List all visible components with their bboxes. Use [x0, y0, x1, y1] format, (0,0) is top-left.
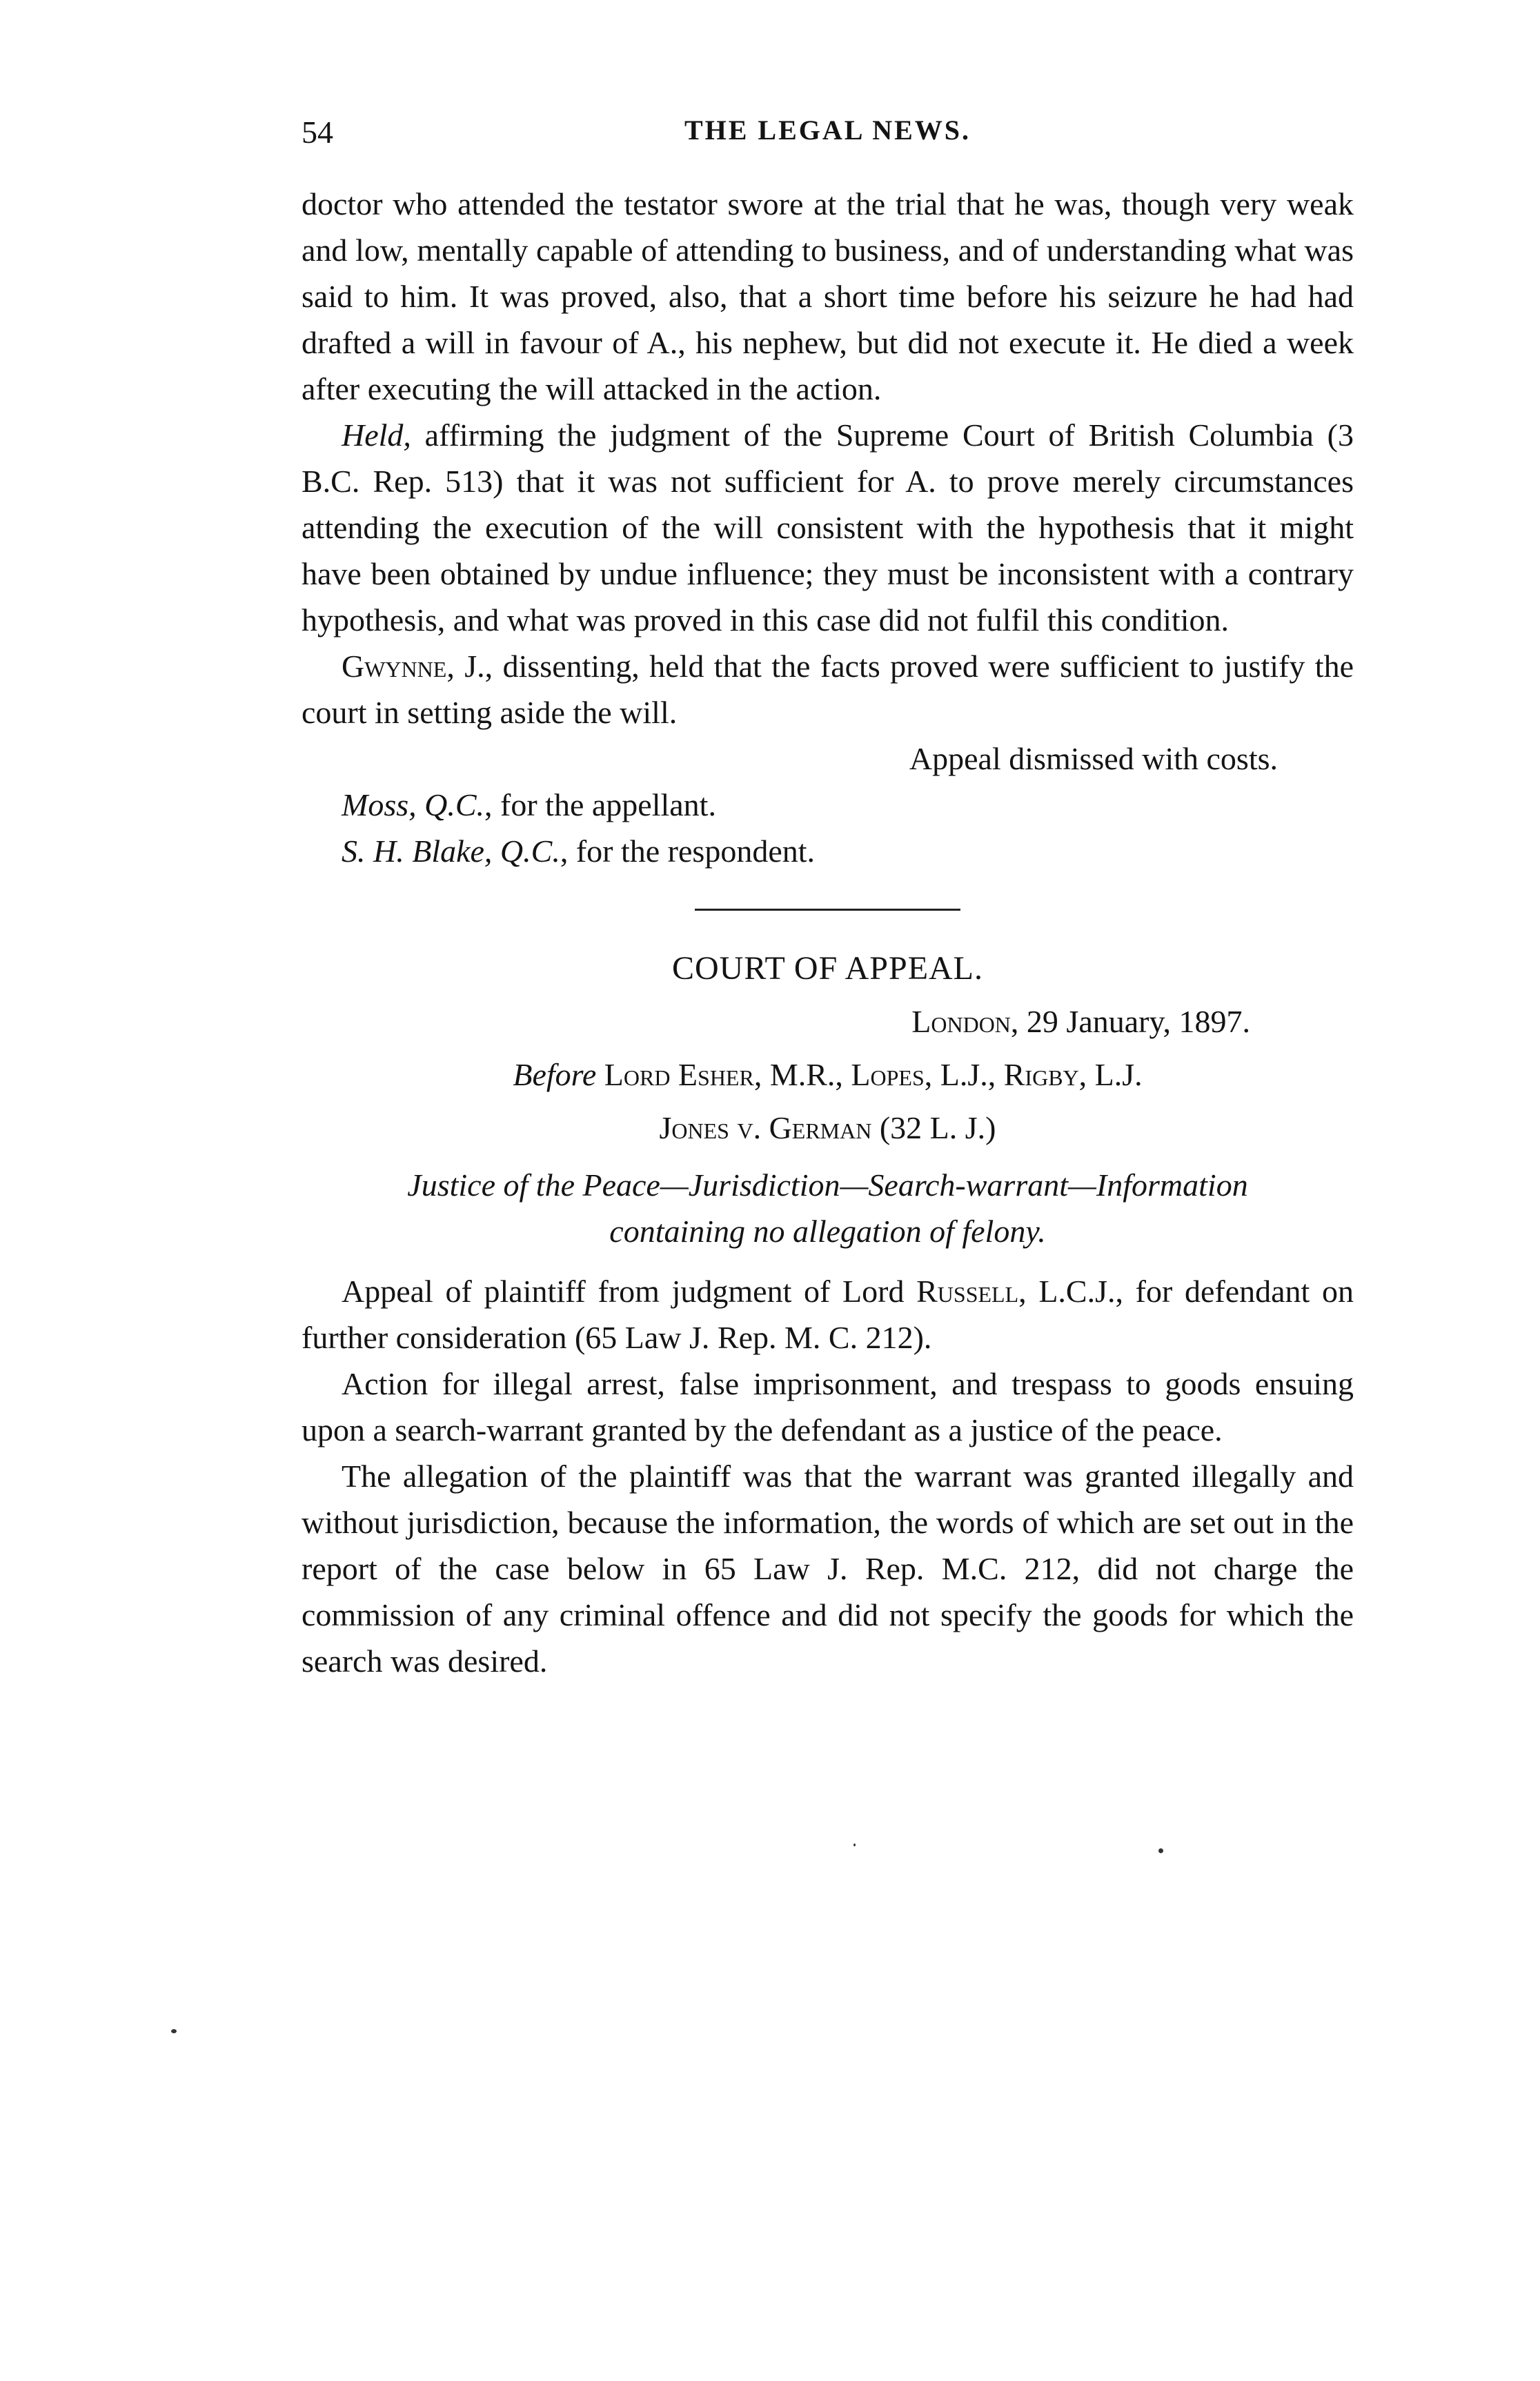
date: , 29 January, 1897. [1010, 1004, 1250, 1039]
bench-judges: Lord Esher, M.R., Lopes, L.J., Rigby, L.J. [604, 1057, 1143, 1092]
held-paragraph [302, 412, 1354, 643]
place-date-line [302, 998, 1354, 1045]
appeal-text-a: Appeal of plaintiff from judgment of Lord [342, 1274, 917, 1309]
continuation-paragraph: doctor who attended the testator swore at the trial that he was, though very weak and low, mentally capable of attending to business, and of understanding what was said to him. It was proved, also, that a short time before his seizure he had had drafted a will in favour of A., his nephew, but did not execute it. He died a week after executing the will attacked in the action. [302, 186, 1354, 406]
running-head: THE LEGAL NEWS. [684, 115, 971, 146]
body-text [302, 181, 1354, 1684]
held-text: affirming the judgment of the Supreme Court of British Columbia (3 B.C. Rep. 513) that it was not sufficient for A. to prove merely circumstances attending the execution of the will consistent with the hypothesis that it might have been obtained by undue influence; they must be inconsistent with a contrary hypothesis, and what was proved in this case did not fulfil this condition. [302, 417, 1354, 638]
headnote-line-2: containing no allegation of felony. [609, 1214, 1046, 1249]
page-number: 54 [302, 115, 333, 150]
counsel-respondent [302, 828, 1354, 874]
scan-speck [853, 1844, 856, 1846]
counsel-appellant [302, 782, 1354, 828]
appeal-judge-name: Russell [916, 1274, 1019, 1309]
bench-line [302, 1051, 1354, 1098]
scan-speck [171, 2029, 177, 2033]
page-header [302, 114, 1354, 162]
allegation-paragraph: The allegation of the plaintiff was that the warrant was granted illegally and without jurisdiction, because the information, the words of which are set out in the report of the case below in 65 Law J. Rep. M.C. 212, did not charge the commission of any criminal offence and did not specify the goods for which the search was desired. [302, 1459, 1354, 1679]
place: London [911, 1004, 1011, 1039]
counsel-respondent-name: S. H. Blake, Q.C. [342, 833, 560, 869]
dissent-text: , J., dissenting, held that the facts proved were sufficient to justify the court in setting aside the will. [302, 649, 1354, 730]
headnote [302, 1162, 1354, 1254]
case-name [302, 1105, 1354, 1151]
counsel-appellant-name: Moss, Q.C. [342, 787, 485, 822]
action-paragraph: Action for illegal arrest, false imprisonment, and trespass to goods ensuing upon a search-warrant granted by the defendant as a justice of the peace. [302, 1366, 1354, 1448]
dissent-paragraph [302, 643, 1354, 735]
section-title: COURT OF APPEAL. [672, 950, 983, 987]
appeal-paragraph [302, 1268, 1354, 1361]
scan-speck [1158, 1848, 1163, 1853]
judge-name: Gwynne [342, 649, 447, 684]
case-citation: (32 L. J.) [871, 1110, 996, 1145]
appeal-text-b: , L.C.J., for defendant on further consideration (65 Law J. Rep. M. C. 212). [302, 1274, 1354, 1355]
held-label: Held, [342, 417, 411, 453]
before-label: Before [513, 1057, 597, 1092]
counsel-respondent-role: , for the respondent. [560, 833, 816, 869]
section-divider [695, 909, 960, 911]
counsel-appellant-role: , for the appellant. [484, 787, 716, 822]
disposition: Appeal dismissed with costs. [909, 741, 1278, 776]
case-parties: Jones v. German [659, 1110, 872, 1145]
headnote-line-1: Justice of the Peace—Jurisdiction—Search-warrant—Information [407, 1167, 1248, 1203]
